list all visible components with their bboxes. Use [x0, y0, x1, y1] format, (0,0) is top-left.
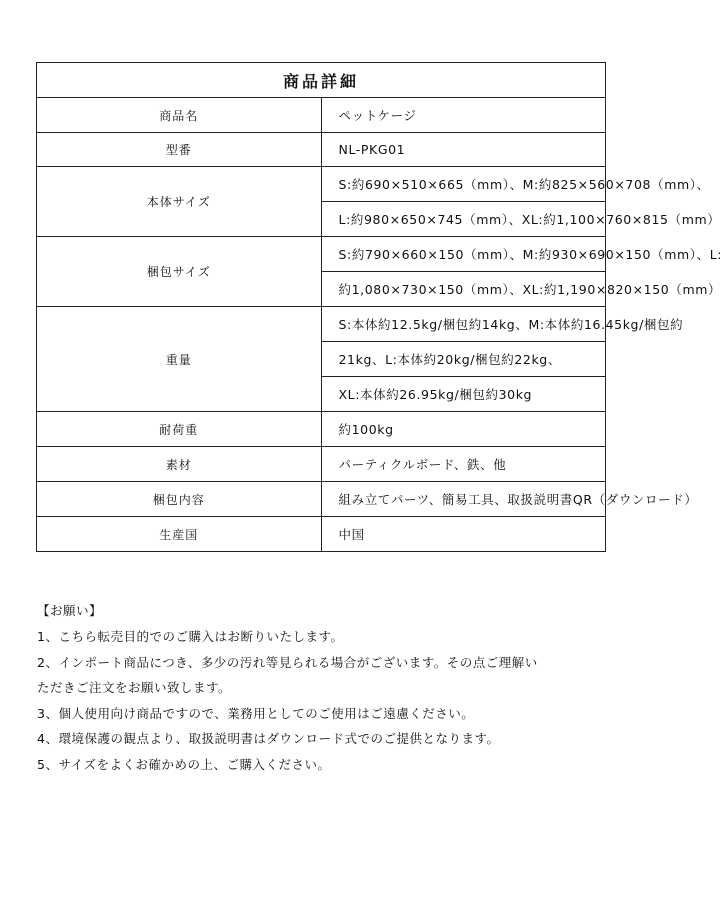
row-label: 梱包サイズ	[37, 237, 322, 307]
row-value: ペットケージ	[321, 98, 606, 133]
table-row-model	[37, 133, 606, 167]
table-row-load	[37, 412, 606, 447]
table-row-material	[37, 447, 606, 482]
row-label: 重量	[37, 307, 322, 412]
product-details-table	[36, 62, 722, 552]
row-label: 本体サイズ	[37, 167, 322, 237]
row-label: 商品名	[37, 98, 322, 133]
note-line: ただきご注文をお願い致します。	[37, 680, 232, 695]
row-value: 約1,080×730×150（mm）、XL:約1,190×820×150（mm）	[321, 272, 606, 307]
row-label: 型番	[37, 133, 322, 167]
note-line: 2、インポート商品につき、多少の汚れ等見られる場合がございます。その点ご理解い	[37, 654, 538, 670]
table-row-contents	[37, 482, 606, 517]
note-line: 4、環境保護の観点より、取扱説明書はダウンロード式でのご提供となります。	[37, 731, 500, 746]
row-value: 組み立てパーツ、簡易工具、取扱説明書QR（ダウンロード）	[321, 482, 606, 517]
row-value: 約100kg	[321, 412, 606, 447]
row-value: S:約690×510×665（mm）、M:約825×560×708（mm）、	[321, 167, 606, 202]
row-value: S:約790×660×150（mm）、M:約930×690×150（mm）、L:	[321, 237, 606, 272]
note-line: 5、サイズをよくお確かめの上、ご購入ください。	[37, 756, 331, 772]
table-row-name	[37, 98, 606, 133]
notes-heading: 【お願い】	[37, 603, 103, 618]
table-row-weight	[37, 307, 606, 342]
row-value: パーティクルボード、鉄、他	[321, 447, 606, 482]
note-line: 3、個人使用向け商品ですので、業務用としてのご使用はご遠慮ください。	[37, 705, 475, 721]
note-line: 1、こちら転売目的でのご購入はお断りいたします。	[37, 629, 344, 644]
row-value: NL-PKG01	[321, 133, 606, 167]
row-value: XL:本体約26.95kg/梱包約30kg	[321, 377, 606, 412]
row-value: 中国	[321, 517, 606, 552]
row-value: S:本体約12.5kg/梱包約14kg、M:本体約16.45kg/梱包約	[321, 307, 606, 342]
row-value: 21kg、L:本体約20kg/梱包約22kg、	[321, 342, 606, 377]
table-row-origin	[37, 517, 606, 552]
table-row-package-size	[37, 237, 606, 272]
row-label: 素材	[37, 447, 322, 482]
table-row-body-size	[37, 167, 606, 202]
row-label: 耐荷重	[37, 412, 322, 447]
row-label: 生産国	[37, 517, 322, 552]
row-label: 梱包内容	[37, 482, 322, 517]
table-title: 商品詳細	[37, 63, 606, 98]
row-value: L:約980×650×745（mm）、XL:約1,100×760×815（mm）	[321, 202, 606, 237]
notes-section	[37, 598, 617, 777]
